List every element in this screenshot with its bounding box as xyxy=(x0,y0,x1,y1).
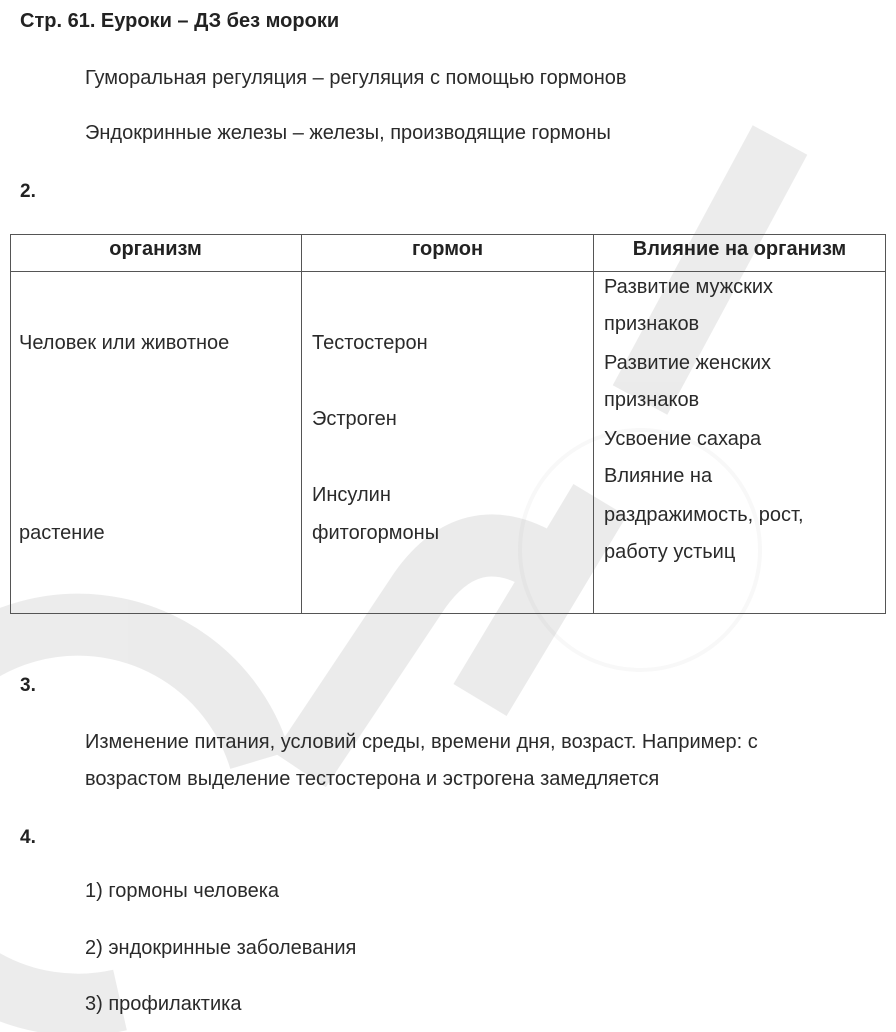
cell-effect-line: раздражимость, рост, xyxy=(604,504,804,526)
list-item: 3) профилактика xyxy=(85,993,242,1015)
table-col-divider-2 xyxy=(593,234,594,614)
cell-organism-human: Человек или животное xyxy=(19,332,230,354)
definition-endocrine: Эндокринные железы – железы, производящие гормоны xyxy=(85,122,611,144)
table-header-organism: организм xyxy=(109,238,202,260)
table-header-effect: Влияние на организм xyxy=(632,238,847,260)
table-col-divider-1 xyxy=(301,234,302,614)
page-title: Стр. 61. Еуроки – ДЗ без мороки xyxy=(20,10,340,32)
cell-hormone-insulin: Инсулин xyxy=(312,484,391,506)
table-border-left xyxy=(10,234,11,614)
cell-hormone-testosterone: Тестостерон xyxy=(312,332,428,354)
section-number-4: 4. xyxy=(20,827,36,848)
list-item: 1) гормоны человека xyxy=(85,880,280,902)
section-number-3: 3. xyxy=(20,675,36,696)
table-border-top xyxy=(10,234,886,235)
definition-humoral: Гуморальная регуляция – регуляция с помощью гормонов xyxy=(85,67,627,89)
cell-effect-line: работу устьиц xyxy=(604,541,736,563)
cell-effect-line: Развитие мужских xyxy=(604,276,774,298)
table-border-right xyxy=(885,234,886,614)
cell-hormone-estrogen: Эстроген xyxy=(312,408,397,430)
section-number-2: 2. xyxy=(20,181,36,202)
table-header-divider xyxy=(10,271,886,272)
cell-effect-line: признаков xyxy=(604,313,700,335)
cell-hormone-phyto: фитогормоны xyxy=(312,522,440,544)
answer-3-line-1: Изменение питания, условий среды, времени дня, возраст. Например: с xyxy=(85,731,758,753)
list-item: 2) эндокринные заболевания xyxy=(85,937,357,959)
cell-effect-line: Развитие женских xyxy=(604,352,772,374)
cell-effect-line: Усвоение сахара xyxy=(604,428,762,450)
answer-3-line-2: возрастом выделение тестостерона и эстрогена замедляется xyxy=(85,768,660,790)
cell-effect-line: Влияние на xyxy=(604,465,713,487)
table-border-bottom xyxy=(10,613,886,614)
hormone-table xyxy=(10,234,886,614)
cell-organism-plant: растение xyxy=(19,522,105,544)
table-header-hormone: гормон xyxy=(411,238,484,260)
cell-effect-line: признаков xyxy=(604,389,700,411)
